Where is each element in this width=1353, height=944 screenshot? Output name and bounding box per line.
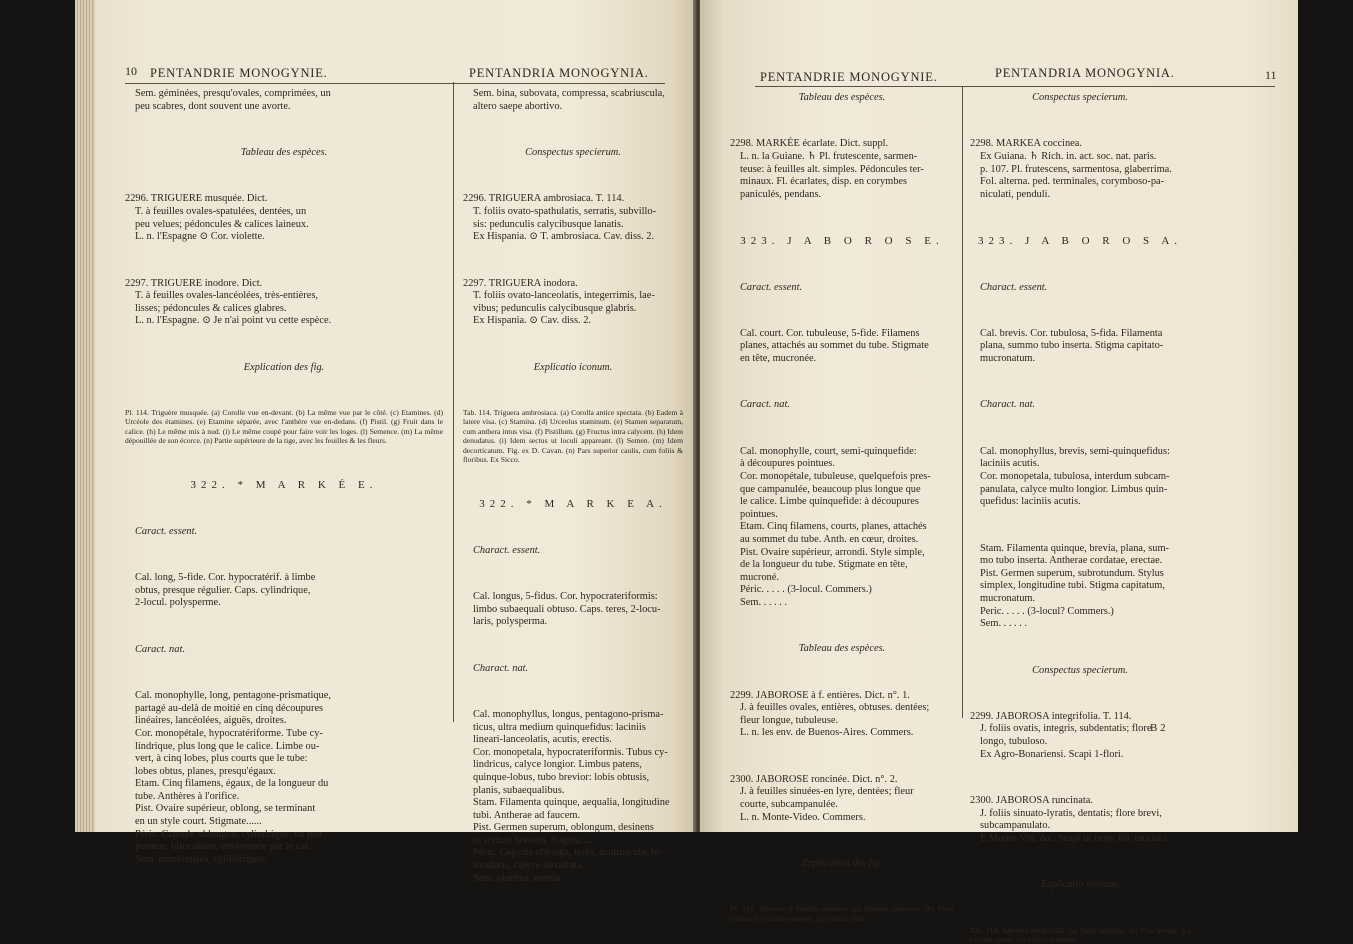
character-label: Caract. nat. (135, 643, 185, 655)
spacer (463, 338, 683, 351)
text-line: L. n. la Guiane. ♄ Pl. frutescente, sarmen- (740, 150, 918, 162)
text-line: Pist. Ovaire supérieur, oblong, se terminant (135, 803, 316, 815)
text-line: mucroné. (740, 571, 779, 583)
text-line: paniculés, pendans. (740, 188, 822, 200)
character-label: Charact. essent. (473, 544, 541, 556)
spacer (463, 124, 683, 137)
spacer (125, 385, 443, 398)
spacer (730, 620, 954, 633)
text-line: Ex Agro-Bonariensi. Scapi 1-flori. (980, 748, 1124, 760)
text-line: Cor. monopetala, tubulosa, interdum subcam- (980, 471, 1170, 482)
spacer (730, 750, 954, 763)
signature-mark: B 2 (1150, 722, 1166, 734)
text-line: minaux. Fl. écarlates, disp. en corymbes (740, 176, 908, 188)
spacer (463, 254, 683, 267)
text-line: de la longueur du tube. Stigmate en tête, (740, 559, 908, 571)
text-line: pointues. (740, 508, 778, 520)
text-line: laris, polysperma. (473, 616, 548, 628)
spacer (463, 521, 683, 534)
text-line: Cor. monopétale, hypocratériforme. Tube cy- (135, 727, 323, 739)
section-heading: Explication des fig. (801, 858, 883, 869)
text-line: Pist. Germen superum, subrotundum. Stylus (980, 567, 1164, 579)
french-column (125, 88, 443, 866)
text-line: Peric. . . . . (3-locul? Commers.) (980, 605, 1114, 617)
character-label: Caract. nat. (740, 399, 790, 411)
text-line: planes, attachés au sommet du tube. Stigmate (740, 340, 929, 352)
text-line: Cal. long, 5-fide. Cor. hypocratérif. à limbe (135, 572, 316, 584)
species-entry: 2298. MARKEA coccinea. (970, 138, 1082, 150)
character-label: Charact. nat. (473, 662, 529, 674)
text-line: peu scabres, dont souvent une avorte. (135, 100, 291, 112)
text-line: Pist. Ovaire supérieur, arrondi. Style simple, (740, 546, 925, 558)
section-heading: Explication des fig. (243, 361, 325, 373)
text-line: peu velues; pédoncules & calices laineux. (135, 218, 309, 230)
figure-caption: Tab. 114. Triguera ambrosiaca. (a) Corolla antice spectata. (b) Eadem à latere visa. (c) Stamina. (d) Urceolus staminum. (e) Stamen separatum, cum anthera intus visa. (f) Pistillum. (g) Fructus intra calycem. (h) Idem denudatus. (i) Idem sectus ut loculi appareant. (l) Semen. (m) Idem decorticatum. Fig. ex D. Cavan. (n) Pars superior caulis, cum foliis & floribus. Ex Sicco. (463, 408, 683, 465)
spacer (730, 835, 954, 848)
text-line: T. foliis ovato-lanceolatis, integerrimis, lae- (473, 290, 655, 302)
spacer (970, 856, 1190, 869)
spacer (970, 422, 1190, 435)
running-head-latin: PENTANDRIA MONOGYNIA. (995, 66, 1175, 80)
text-line: ticus, ultra medium quinquefidus: laciniis (473, 721, 646, 733)
text-line: mucronatum. (980, 592, 1036, 604)
running-head-french: PENTANDRIE MONOGYNIE. (760, 70, 938, 84)
text-line: Sem. géminées, presqu'ovales, comprimées, un (135, 88, 331, 99)
spacer (730, 666, 954, 679)
text-line: fleur longue, tubuleuse. (740, 714, 839, 726)
spacer (125, 456, 443, 469)
species-entry: 2298. MARKÉE écarlate. Dict. suppl. (730, 138, 889, 150)
text-line: sis: pedunculis calycibusque lanatis. (473, 218, 624, 230)
text-line: vert, à cinq lobes, plus courts que le tube: (135, 753, 308, 765)
spacer (970, 212, 1190, 225)
spacer (463, 686, 683, 699)
text-line: L. n. les env. de Buenos-Aires. Commers. (740, 727, 914, 739)
spacer (970, 641, 1190, 654)
spacer (970, 115, 1190, 128)
book-page-edges (75, 0, 97, 832)
text-line: Ex Hispania. ⊙ T. ambrosiaca. Cav. diss. 2. (473, 231, 655, 243)
text-line: in stylum brevem. Stigma..... (473, 834, 594, 846)
text-line: Ex Guiana. ♄ Rich. in. act. soc. nat. paris. (980, 150, 1157, 162)
text-line: Sem. nombreuses, cylindriques. (135, 853, 268, 865)
spacer (125, 620, 443, 633)
text-line: Cal. monophylle, court, semi-quinquefide: (740, 445, 917, 457)
genus-heading: 323. J A B O R O S A. (977, 235, 1183, 248)
column-divider (962, 86, 963, 718)
spacer (463, 568, 683, 581)
figure-caption: Tab. 114. Jaborosa integrifolia. (a) Folia radicalia. (b) Flos integer. (c) Corolla aperta. (d) Calyx, pistillum. (970, 925, 1190, 944)
page-number-right: 11 (1265, 68, 1277, 82)
text-line: Péric. . . . . (3-locul. Commers.) (740, 584, 872, 596)
spacer (463, 385, 683, 398)
figure-caption: Pl. 114. Triguère musquée. (a) Corolle vue en-devant. (b) La même vue par le côté. (c) Etamines. (d) Urcéole des étamines. (e) Etamine séparée, avec l'anthère vue en-dedans. (f) Pistil. (g) Fruit dans le calice. (h) Le même mis à nud. (i) Le même coupé pour faire voir les loges. (l) Semence. (m) La même dépouillée de son écorce. (n) Partie supérieure de la tige, avec les feuilles & les fleurs. (125, 408, 443, 446)
text-line: partagé au-delà de moitié en cinq découpures (135, 702, 324, 714)
text-line: T. à feuilles ovales-spatulées, dentées, un (135, 205, 307, 217)
species-entry: 2297. TRIGUERA inodora. (463, 277, 578, 289)
text-line: Fol. alterna. ped. terminales, corymboso-pa- (980, 176, 1165, 188)
head-rule (755, 86, 1275, 87)
text-line: en tête, mucronée. (740, 353, 817, 365)
french-column (730, 92, 954, 923)
text-line: simplex, longitudine tubi. Stigma capitatum, (980, 580, 1165, 592)
head-rule (125, 83, 665, 84)
character-label: Caract. essent. (740, 281, 803, 293)
page-number-left: 10 (125, 64, 137, 78)
text-line: T. à feuilles ovales-lancéolées, très-entières, (135, 290, 318, 302)
text-line: Cal. brevis. Cor. tubulosa, 5-fida. Filamenta (980, 327, 1163, 339)
text-line: au sommet du tube. Anth. en cœur, droites. (740, 533, 919, 545)
text-line: Cal. longus, 5-fidus. Cor. hypocrateriformis: (473, 591, 658, 602)
text-line: Etam. Cinq filamens, égaux, de la longueur du (135, 778, 329, 790)
spacer (125, 124, 443, 137)
character-label: Charact. essent. (980, 281, 1048, 293)
spacer (730, 422, 954, 435)
text-line: panulata, calyce multo longior. Limbus quin- (980, 483, 1168, 495)
spacer (730, 881, 954, 894)
text-line: L. n. l'Espagne. ⊙ Je n'ai point vu cette espèce. (135, 315, 332, 327)
spacer (970, 902, 1190, 915)
species-entry: 2296. TRIGUERA ambrosiaca. T. 114. (463, 193, 625, 205)
text-line: Cor. monopetala, hypocrateriformis. Tubus cy- (473, 746, 668, 758)
left-page (95, 0, 695, 884)
text-line: Sem. . . . . . (740, 596, 788, 608)
text-line: Sem. . . . . . (980, 618, 1028, 630)
text-line: Cal. monophylle, long, pentagone-prismatique, (135, 690, 331, 702)
text-line: J. à feuilles sinuées-en lyre, dentées; fleur (740, 786, 914, 798)
column-divider (453, 82, 454, 722)
text-line: Peric. Capsula oblonga, teres, acutiuscula, bi- (473, 847, 663, 859)
section-heading: Conspectus specierum. (525, 146, 621, 158)
section-heading: Conspectus specierum. (1032, 664, 1128, 676)
text-line: Cor. monopétale, tubuleuse, quelquefois pres- (740, 471, 931, 482)
spacer (970, 519, 1190, 532)
text-line: Sem. plurima, teretia. (473, 872, 563, 884)
character-label: Caract. essent. (135, 525, 198, 537)
text-line: niculati, penduli. (980, 188, 1051, 200)
text-line: pointue, biloculaire, environnée par le cal. (135, 841, 311, 853)
text-line: vibus; pedunculis calycibusque glabris. (473, 302, 637, 314)
spacer (730, 115, 954, 128)
text-line: laciniis acutis. (980, 458, 1040, 470)
spacer (970, 687, 1190, 700)
section-heading: Explicatio iconum. (1040, 879, 1120, 891)
species-entry: 2300. JABOROSA runcinata. (970, 795, 1093, 807)
species-entry: 2296. TRIGUERE musquée. Dict. (125, 193, 268, 205)
section-heading: Tableau des espèces. (240, 146, 328, 158)
text-line: plana, summo tubo inserta. Stigma capitato- (980, 340, 1164, 352)
right-page (700, 0, 1298, 944)
section-heading: Explicatio iconum. (533, 361, 613, 373)
text-line: teuse: à feuilles alt. simples. Pédoncules ter- (740, 163, 924, 175)
spacer (125, 502, 443, 515)
text-line: J. foliis ovatis, integris, subdentatis; flore (980, 723, 1152, 735)
text-line: L. n. l'Espagne ⊙ Cor. violette. (135, 231, 265, 243)
text-line: E Monte-Vid. &c. Scapi ut in pr. fol. taraxaci. (980, 832, 1171, 844)
text-line: obtus, presque régulier. Caps. cylindrique, (135, 584, 311, 596)
spacer (730, 212, 954, 225)
spacer (970, 304, 1190, 317)
text-line: quefidus: laciniis acutis. (980, 496, 1081, 508)
figure-caption: Pl. 114. Jaborose à feuilles entières. (a) Feuilles radicales. (b) Fleur entière. (c) Corolle ouverte. (d) Calice, pistil. (730, 904, 954, 923)
spacer (125, 338, 443, 351)
text-line: T. foliis ovato-spathulatis, serratis, subvillo- (473, 205, 657, 217)
text-line: L. n. Monte-Video. Commers. (740, 811, 866, 823)
text-line: longo, tubuloso. (980, 736, 1048, 748)
spacer (125, 549, 443, 562)
spacer (970, 772, 1190, 785)
species-entry: 2300. JABOROSE roncinée. Dict. n°. 2. (730, 773, 898, 785)
text-line: Cal. court. Cor. tubuleuse, 5-fide. Filamens (740, 327, 920, 339)
section-heading: Tableau des espèces. (798, 92, 886, 103)
text-line: Etam. Cinq filamens, courts, planes, attachés (740, 521, 927, 533)
text-line: Stam. Filamenta quinque, aequalia, longitudine (473, 797, 670, 809)
text-line: que campanulée, beaucoup plus longue que (740, 483, 921, 495)
text-line: le calice. Limbe quinquefide: à découpures (740, 496, 919, 508)
text-line: lobes obtus, planes, presqu'égaux. (135, 765, 276, 777)
text-line: linéaires, lancéolées, aiguës, droites. (135, 715, 287, 727)
spacer (970, 258, 1190, 271)
text-line: 2-locul. polysperme. (135, 597, 221, 609)
section-heading: Conspectus specierum. (1032, 92, 1128, 103)
text-line: lisses; pédoncules & calices glabres. (135, 302, 287, 314)
genus-heading: 322. * M A R K E A. (479, 498, 667, 511)
text-line: Cal. monophyllus, brevis, semi-quinquefidus: (980, 445, 1170, 457)
latin-column (970, 92, 1190, 944)
text-line: lineari-lanceolatis, acutis, erectis. (473, 734, 612, 746)
text-line: planis, subaequalibus. (473, 784, 565, 796)
text-line: Stam. Filamenta quinque, brevia, plana, sum- (980, 542, 1170, 554)
spacer (970, 376, 1190, 389)
section-heading: Tableau des espèces. (798, 643, 886, 655)
text-line: courte, subcampanulée. (740, 799, 838, 811)
text-line: altero saepe abortivo. (473, 100, 563, 112)
genus-heading: 322. * M A R K É E. (190, 479, 378, 492)
text-line: tube. Anthères à l'orifice. (135, 790, 240, 802)
text-line: J. foliis sinuato-lyratis, dentatis; flore brevi, (980, 807, 1162, 819)
spacer (730, 376, 954, 389)
text-line: J. à feuilles ovales, entières, obtuses. dentées; (740, 702, 930, 714)
spacer (463, 639, 683, 652)
species-entry: 2299. JABOROSE à f. entières. Dict. n°. 1. (730, 689, 910, 701)
spacer (463, 170, 683, 183)
text-line: locularis, calyce obvallata. (473, 860, 584, 872)
spacer (463, 475, 683, 488)
text-line: à découpures pointues. (740, 458, 835, 470)
text-line: lindrique, plus long que le calice. Limbe ou- (135, 740, 320, 752)
spacer (125, 170, 443, 183)
spacer (125, 667, 443, 680)
text-line: Sem. bina, subovata, compressa, scabriuscula, (473, 88, 665, 99)
spacer (730, 258, 954, 271)
spacer (125, 254, 443, 267)
running-head-french: PENTANDRIE MONOGYNIE. (150, 66, 328, 80)
species-entry: 2297. TRIGUERE inodore. Dict. (125, 277, 263, 289)
text-line: tubi. Antherae ad faucem. (473, 809, 581, 821)
text-line: lindricus, calyce longior. Limbus patens, (473, 759, 642, 771)
text-line: Ex Hispania. ⊙ Cav. diss. 2. (473, 315, 591, 327)
character-label: Charact. nat. (980, 399, 1036, 411)
genus-heading: 323. J A B O R O S E. (740, 235, 944, 248)
text-line: limbo subaequali obtuso. Caps. teres, 2-locu- (473, 603, 661, 615)
spacer (730, 304, 954, 317)
text-line: mucronatum. (980, 353, 1036, 365)
text-line: mo tubo inserta. Antherae cordatae, erectae. (980, 555, 1163, 567)
text-line: Péric. Capsule oblongue, cylindrique, un peu (135, 828, 322, 840)
latin-column (463, 88, 683, 885)
text-line: subcampanulato. (980, 820, 1051, 832)
text-line: p. 107. Pl. frutescens, sarmentosa, glaberrima. (980, 163, 1172, 175)
species-entry: 2299. JABOROSA integrifolia. T. 114. (970, 710, 1132, 722)
text-line: en un style court. Stigmate...... (135, 816, 262, 828)
text-line: Cal. monophyllus, longus, pentagono-prisma- (473, 708, 664, 720)
running-head-latin: PENTANDRIA MONOGYNIA. (469, 66, 649, 80)
text-line: Pist. Germen superum, oblongum, desinens (473, 822, 654, 834)
text-line: quinque-lobus, tubo brevior: lobis obtusis, (473, 771, 650, 783)
